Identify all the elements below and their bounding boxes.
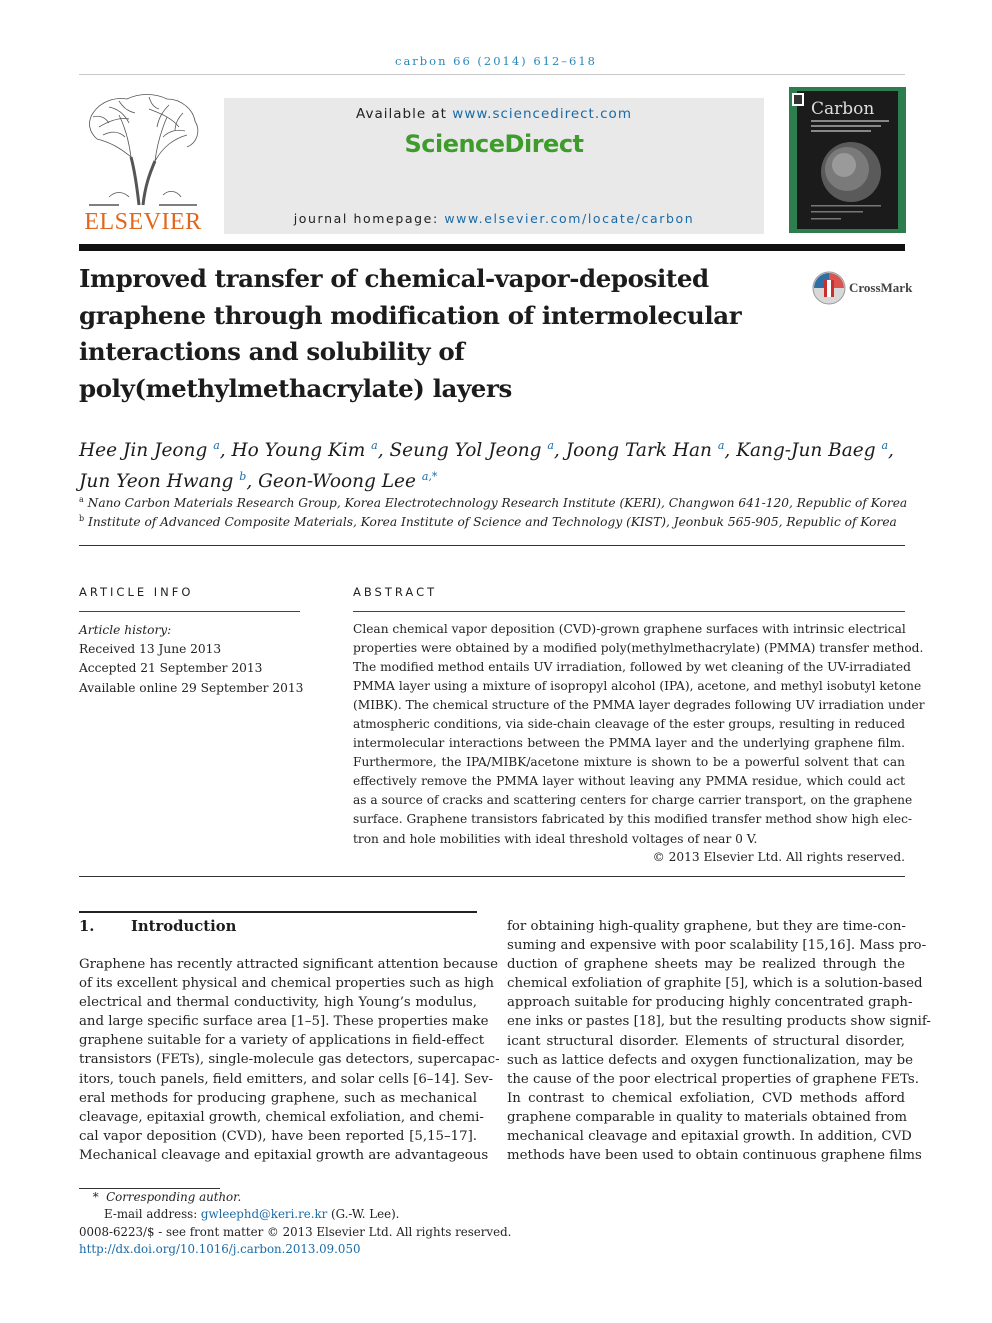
author-list xyxy=(79,433,909,495)
author-affiliation-marker[interactable]: a xyxy=(717,439,725,452)
article-info-rule xyxy=(79,611,300,612)
crossmark-icon xyxy=(811,270,847,306)
abstract-heading: ABSTRACT xyxy=(353,585,438,599)
elsevier-wordmark: ELSEVIER xyxy=(84,209,202,235)
title-line: Improved transfer of chemical-vapor-deposited xyxy=(79,264,709,293)
body-line: graphene comparable in quality to materials obtained from xyxy=(507,1109,907,1125)
email-link[interactable]: gwleephd@keri.re.kr xyxy=(200,1207,328,1222)
title-line: poly(methylmethacrylate) layers xyxy=(79,373,512,403)
article-title xyxy=(79,261,779,407)
body-line: eral methods for producing graphene, such as mechanical xyxy=(79,1090,477,1106)
article-history xyxy=(79,621,309,698)
body-line: graphene suitable for a variety of applications in field-effect xyxy=(79,1033,485,1049)
abstract-line: surface. Graphene transistors fabricated by this modified transfer method show high elec- xyxy=(353,812,913,827)
body-line: Mechanical cleavage and epitaxial growth are advantageous xyxy=(79,1147,489,1163)
author-affiliation-marker[interactable]: a xyxy=(371,439,378,452)
body-line: cleavage, epitaxial growth, chemical exfoliation, and chemi- xyxy=(79,1109,484,1125)
author-name: Geon-Woong Lee xyxy=(258,471,416,493)
abstract-bottom-rule xyxy=(79,876,905,877)
crossmark-label: CrossMark xyxy=(849,280,913,295)
abstract-line: The modified method entails UV irradiation, followed by wet cleaning of the UV-irradiated xyxy=(353,660,911,675)
affiliation-text: Institute of Advanced Composite Materials, Korea Institute of Science and Technology (KIST), Jeonbuk 565-905, Republic of Korea xyxy=(88,515,897,530)
author-separator: , xyxy=(724,440,737,462)
body-line: and large specific surface area [1–5]. These properties make xyxy=(79,1014,489,1030)
history-title: Article history: xyxy=(79,623,172,637)
affiliation-b xyxy=(79,514,909,529)
abstract-line: effectively remove the PMMA layer without leaving any PMMA residue, which could act xyxy=(353,774,905,789)
available-prefix: Available at xyxy=(356,106,453,122)
author-separator: , xyxy=(377,440,390,462)
abstract-line: tron and hole mobilities with ideal threshold voltages of near 0 V. xyxy=(353,831,758,846)
affiliation-key: a xyxy=(79,495,84,504)
author-affiliation-marker[interactable]: a xyxy=(547,439,554,452)
body-line: duction of graphene sheets may be realized through the xyxy=(507,957,905,973)
body-line: mechanical cleavage and epitaxial growth. In addition, CVD xyxy=(507,1129,912,1145)
abstract-line: as a source of cracks and scattering centers for charge carrier transport, on the graphene xyxy=(353,793,913,808)
body-line: ene inks or pastes [18], but the resulting products show signif- xyxy=(507,1014,931,1030)
author-separator: , xyxy=(246,471,259,493)
available-at-line xyxy=(224,106,764,122)
masthead-box xyxy=(224,98,764,234)
body-line: chemical exfoliation of graphite [5], which is a solution-based xyxy=(507,976,923,992)
title-line: graphene through modification of intermolecular xyxy=(79,300,742,330)
section-number: 1. xyxy=(79,918,95,935)
abstract-rule xyxy=(353,611,905,612)
footnotes xyxy=(79,1189,679,1259)
sciencedirect-logo: ScienceDirect xyxy=(404,130,584,158)
body-line: itors, touch panels, field emitters, and solar cells [6–14]. Sev- xyxy=(79,1071,493,1087)
title-line: interactions and solubility of xyxy=(79,337,465,366)
abstract-line: (MIBK). The chemical structure of the PMMA layer degrades following UV irradiation under xyxy=(353,698,925,713)
body-line: icant structural disorder. Elements of structural disorder, xyxy=(507,1033,905,1049)
email-label: E-mail address: xyxy=(104,1207,201,1222)
elsevier-tree-icon xyxy=(79,87,207,207)
author-name: Kang-Jun Baeg xyxy=(736,440,876,462)
history-online: Available online 29 September 2013 xyxy=(79,680,304,695)
crossmark-badge[interactable] xyxy=(811,270,911,308)
body-column-left xyxy=(79,955,500,1165)
author-name: Joong Tark Han xyxy=(565,440,712,462)
body-line: methods have been used to obtain continuous graphene films xyxy=(507,1148,922,1164)
email-suffix: (G.-W. Lee). xyxy=(327,1207,400,1222)
body-line: such as lattice defects and oxygen functionalization, may be xyxy=(507,1052,913,1068)
body-line: electrical and thermal conductivity, high Young’s modulus, xyxy=(79,995,477,1011)
body-line: approach suitable for producing highly concentrated graph- xyxy=(507,995,913,1011)
author-name: Ho Young Kim xyxy=(231,440,366,462)
body-line: transistors (FETs), single-molecule gas detectors, supercapac- xyxy=(79,1052,500,1068)
email-line xyxy=(79,1206,679,1223)
body-line: the cause of the poor electrical properties of graphene FETs. xyxy=(507,1071,919,1087)
cover-title: Carbon xyxy=(811,99,875,119)
author-name: Jun Yeon Hwang xyxy=(79,471,234,493)
abstract-line: Furthermore, the IPA/MIBK/acetone mixture is shown to be a powerful solvent that can xyxy=(353,755,905,770)
abstract-line: intermolecular interactions between the PMMA layer and the underlying graphene film. xyxy=(353,736,905,751)
abstract-body xyxy=(353,620,925,849)
author-affiliation-marker[interactable]: a,* xyxy=(421,470,438,484)
doi-link[interactable]: http://dx.doi.org/10.1016/j.carbon.2013.09.050 xyxy=(79,1242,361,1257)
history-accepted: Accepted 21 September 2013 xyxy=(79,661,263,676)
journal-homepage-line xyxy=(224,211,764,226)
body-line: of its excellent physical and chemical properties such as high xyxy=(79,976,494,992)
affiliation-text: Nano Carbon Materials Research Group, Korea Electrotechnology Research Institute (KERI), Changwon 641-120, Republic of Korea xyxy=(87,496,908,511)
author-line xyxy=(79,433,909,464)
body-line: cal vapor deposition (CVD), have been reported [5,15–17]. xyxy=(79,1128,477,1144)
author-name: Hee Jin Jeong xyxy=(79,440,208,462)
abstract-line: atmospheric conditions, via side-chain cleavage of the ester groups, resulting in reduced xyxy=(353,717,905,732)
elsevier-logo xyxy=(79,87,207,237)
abstract-line: PMMA layer using a mixture of isopropyl alcohol (IPA), acetone, and methyl isobutyl ketone xyxy=(353,679,922,694)
article-info-heading: ARTICLE INFO xyxy=(79,585,194,599)
journal-homepage-link[interactable]: www.elsevier.com/locate/carbon xyxy=(444,211,695,226)
section-heading-introduction xyxy=(79,918,477,935)
affiliation-key: b xyxy=(79,514,85,523)
section-rule xyxy=(79,911,477,913)
journal-reference: carbon 66 (2014) 612–618 xyxy=(395,54,597,68)
corresponding-author-note: * Corresponding author. xyxy=(89,1190,242,1204)
body-line: for obtaining high-quality graphene, but they are time-con- xyxy=(507,919,906,934)
homepage-prefix: journal homepage: xyxy=(293,211,445,226)
author-line xyxy=(79,464,909,495)
sciencedirect-link[interactable]: www.sciencedirect.com xyxy=(452,106,632,122)
body-line: In contrast to chemical exfoliation, CVD methods afford xyxy=(507,1090,905,1106)
body-line: suming and expensive with poor scalability [15,16]. Mass pro- xyxy=(507,938,927,954)
author-separator: , xyxy=(219,440,232,462)
masthead-rule xyxy=(79,244,905,251)
header-divider xyxy=(79,74,905,75)
abstract-line: properties were obtained by a modified poly(methylmethacrylate) (PMMA) transfer method. xyxy=(353,641,924,656)
author-affiliation-marker[interactable]: a xyxy=(213,439,220,452)
section-title: Introduction xyxy=(131,918,237,935)
author-affiliation-marker[interactable]: b xyxy=(239,470,247,484)
history-received: Received 13 June 2013 xyxy=(79,642,222,657)
affiliation-a xyxy=(79,495,909,510)
author-affiliation-marker[interactable]: a xyxy=(881,439,889,452)
corresponding-author-label: Corresponding author. xyxy=(106,1190,242,1204)
abstract-line: Clean chemical vapor deposition (CVD)-grown graphene surfaces with intrinsic electrical xyxy=(353,622,906,636)
author-separator: , xyxy=(553,440,566,462)
body-line: Graphene has recently attracted significant attention because xyxy=(79,957,499,972)
abstract-copyright: © 2013 Elsevier Ltd. All rights reserved. xyxy=(652,850,905,864)
affiliation-divider xyxy=(79,545,905,546)
author-name: Seung Yol Jeong xyxy=(389,440,542,462)
body-column-right xyxy=(507,917,931,1165)
journal-cover-image xyxy=(789,87,906,233)
journal-cover xyxy=(789,87,906,233)
issn-line: 0008-6223/$ - see front matter © 2013 Elsevier Ltd. All rights reserved. xyxy=(79,1224,512,1239)
author-separator: , xyxy=(888,440,894,462)
